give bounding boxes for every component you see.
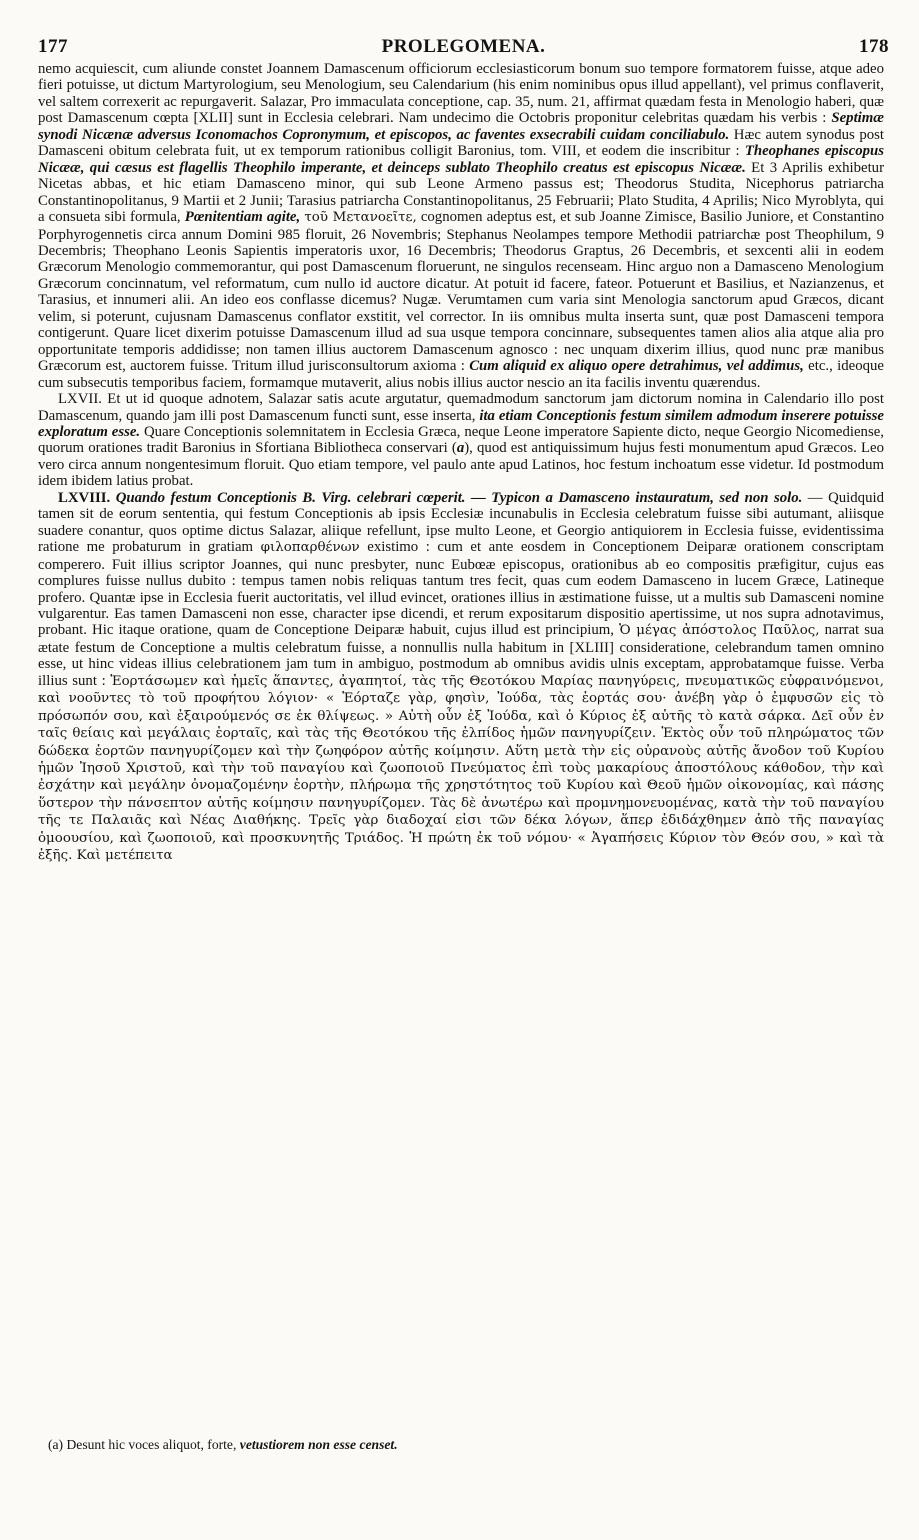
greek-quotation: Ἑορτάσωμεν καὶ ἡμεῖς ἅπαντες, ἀγαπητοί, τὰς τῆς Θεοτόκου Μαρίας πανηγύρεις, πνευματικῶς εὐφραινόμενοι, καὶ νοοῦντες τὸ τοῦ προφήτου λόγιον· « Ἑόρταζε γὰρ, φησὶν, Ἰούδα, τὰς ἑορτάς σου· ἀνέβη γὰρ ὁ ἐμφυσῶν εἰς τὸ πρόσωπόν σου, καὶ ἐξαιρούμενός σε ἐκ θλίψεως. » Αὐτὴ οὖν ἐξ Ἰούδα, καὶ ὁ Κύριος ἐξ αὐτῆς τὸ κατὰ σάρκα. Δεῖ οὖν ἐν ταῖς θείαις καὶ μεγάλαις ἑορταῖς, καὶ τὰς τῆς Θεοτόκου τῆς ἐλπίδος ἡμῶν πανηγυρίζειν. Ἐκτὸς οὖν τοῦ πληρώματος τῶν δώδεκα ἑορτῶν πανηγυρίζομεν καὶ τὴν ζωηφόρον αὐτῆς κοίμησιν. Αὕτη μετὰ τὴν εἰς οὐρανοὺς αὐτῆς ἄνοδον τοῦ Κυρίου ἡμῶν Ἰησοῦ Χριστοῦ, καὶ τὴν τοῦ παναγίου καὶ ζωοποιοῦ Πνεύματος ἐπὶ τοὺς μακαρίους ἀποστόλους κάθοδον, τὴν καὶ ἐσχάτην καὶ μεγάλην ὀνομαζομένην ἑορτὴν, πλήρωμα τῆς χρηστότητος τοῦ Κυρίου καὶ Θεοῦ ἡμῶν οἰκονομίας, καὶ πάσης ὕστερον τὴν πάνσεπτον αὐτῆς κοίμησιν πανηγυρίζομεν. Τὰς δὲ ἀνωτέρω καὶ προμνημονευομένας, κατὰ τὴν τοῦ παναγίου τῆς τε Παλαιᾶς καὶ Νέας Διαθήκης. Τρεῖς γὰρ διαδοχαί εἰσι τῶν δέκα λόγων, ἅπερ ἐδιδάχθημεν ἀπὸ τῆς παναγίας ὁμοουσίου, καὶ ζωοποιοῦ, καὶ προσκυνητῆς Τριάδος. Ἡ πρώτη ἐκ τοῦ νόμου· « Ἀγαπήσεις Κύριον τὸν Θεόν σου, » καὶ τὰ ἑξῆς. Καὶ μετέπειτα [38,673,884,864]
footnote-mark: (a) [48,1437,64,1452]
running-title: PROLEGOMENA. [381,36,546,57]
section-heading: Quando festum Conceptionis B. Virg. celebrari cœperit. — Typicon a Damasceno instauratum, sed non solo. [115,489,803,506]
body-text [38,61,884,865]
italic-quotation: ita etiam Conceptionis festum similem admodum inserere potuisse exploratum esse. [38,407,884,440]
greek-text: Ὁ μέγας ἀπόστολος Παῦλος, [619,623,820,639]
footnote-ref: a [456,440,465,457]
greek-text: φιλοπαρθένων [260,540,360,556]
running-head [38,36,889,62]
footnote-rule [38,1431,78,1432]
italic-quotation: Cum aliquid ex aliquo opere detrahimus, vel addimus, [469,358,804,375]
italic-quotation: Pœnitentiam agite, [184,209,301,226]
footnote: (a) Desunt hic voces aliquot, forte, vetustiorem non esse censet. [48,1437,398,1452]
section-number: LXVIII. [58,489,116,506]
italic-quotation: Theophanes episcopus Nicææ, qui cæsus est flagellis Theophilo imperante, et deinceps sublato Theophilo creatus est episcopus Nicææ. [38,143,885,176]
paragraph-lxvii: LXVII. Et ut id quoque adnotem, Salazar satis acute argutatur, quemadmodum sanctorum jam dictorum nomina in Calendario illo post Damascenum, quando jam illi post Damascenum functi sunt, esse inserta, ita etiam Conceptionis festum similem admodum inserere potuisse exploratum esse. Quare Conceptionis solemnitatem in Ecclesia Græca, neque Leone imperatore Sapiente dicto, neque Georgio Nicomediense, quorum orationes tradit Baronius in Sfortiana Bibliotheca conservari (a), quod est antiquissimum hujus festi monumentum apud Græcos. Leo vero circa annum nongentesimum floruit. Quo etiam tempore, vel paulo ante apud Latinos, hoc festum inchoatum esse videtur. Id postmodum idem ibidem latius probat. [38,391,884,490]
greek-text: τοῦ Μετανοεῖτε, [304,210,417,226]
page-number-right: 178 [859,36,889,57]
paragraph-lxviii: LXVIII. Quando festum Conceptionis B. Virg. celebrari cœperit. — Typicon a Damasceno instauratum, sed non solo. — Quidquid tamen sit de eorum sententia, qui festum Conceptionis ab ipsis Ecclesiæ incunabulis in Ecclesia celebratum fuisse sibi autumant, aliisque suadere conantur, quos optime dictus Salazar, aliique refellunt, ipse multo Leone, et Georgio antiquiorem in Ecclesia fuisse, evidentissima ratione me probaturum in gratiam φιλοπαρθένων existimo : cum et ante eosdem in Conceptionem Deiparæ orationem conscriptam comperero. Fuit illius scriptor Joannes, qui nunc presbyter, nunc Eubœæ episcopus, orationibus ab eo compositis præfigitur, cujus eas complures fuisse nullus dubito : tempus tamen nobis reliquas tantum tres fecit, quas cum eodem Damasceno in lucem Græce, Latineque profero. Quantæ ipse in Ecclesia fuerit auctoritatis, vel illud evincet, orationes illius in æstimatione fuisse, ut a multis sub Damasceni nomine vulgarentur. Eas tamen Damasceni non esse, character ipse dicendi, et rerum expositarum dispositio apertissime, ut nos supra adnotavimus, probant. Hic itaque oratione, quam de Conceptione Deiparæ habuit, cujus illud est principium, Ὁ μέγας ἀπόστολος Παῦλος, narrat sua ætate festum de Conceptione a multis celebratum fuisse, a nonnullis nulla habitum in [XLIII] consideratione, celebrandum tamen omnino esse, ut hinc videas illius celebrationem jam tum in ambiguo, postmodum ab omnibus avidis ulnis exceptam, approbatamque fuisse. Verba illius sunt : Ἑορτάσωμεν καὶ ἡμεῖς ἅπαντες, ἀγαπητοί, τὰς τῆς Θεοτόκου Μαρίας πανηγύρεις, πνευματικῶς εὐφραινόμενοι, καὶ νοοῦντες τὸ τοῦ προφήτου λόγιον· « Ἑόρταζε γὰρ, φησὶν, Ἰούδα, τὰς ἑορτάς σου· ἀνέβη γὰρ ὁ ἐμφυσῶν εἰς τὸ πρόσωπόν σου, καὶ ἐξαιρούμενός σε ἐκ θλίψεως. » Αὐτὴ οὖν ἐξ Ἰούδα, καὶ ὁ Κύριος ἐξ αὐτῆς τὸ κατὰ σάρκα. Δεῖ οὖν ἐν ταῖς θείαις καὶ μεγάλαις ἑορταῖς, καὶ τὰς τῆς Θεοτόκου τῆς ἐλπίδος ἡμῶν πανηγυρίζειν. Ἐκτὸς οὖν τοῦ πληρώματος τῶν δώδεκα ἑορτῶν πανηγυρίζομεν καὶ τὴν ζωηφόρον αὐτῆς κοίμησιν. Αὕτη μετὰ τὴν εἰς οὐρανοὺς αὐτῆς ἄνοδον τοῦ Κυρίου ἡμῶν Ἰησοῦ Χριστοῦ, καὶ τὴν τοῦ παναγίου καὶ ζωοποιοῦ Πνεύματος ἐπὶ τοὺς μακαρίους ἀποστόλους κάθοδον, τὴν καὶ ἐσχάτην καὶ μεγάλην ὀνομαζομένην ἑορτὴν, πλήρωμα τῆς χρηστότητος τοῦ Κυρίου καὶ Θεοῦ ἡμῶν οἰκονομίας, καὶ πάσης ὕστερον τὴν πάνσεπτον αὐτῆς κοίμησιν πανηγυρίζομεν. Τὰς δὲ ἀνωτέρω καὶ προμνημονευομένας, κατὰ τὴν τοῦ παναγίου τῆς τε Παλαιᾶς καὶ Νέας Διαθήκης. Τρεῖς γὰρ διαδοχαί εἰσι τῶν δέκα λόγων, ἅπερ ἐδιδάχθημεν ἀπὸ τῆς παναγίας ὁμοουσίου, καὶ ζωοποιοῦ, καὶ προσκυνητῆς Τριάδος. Ἡ πρώτη ἐκ τοῦ νόμου· « Ἀγαπήσεις Κύριον τὸν Θεόν σου, » καὶ τὰ ἑξῆς. Καὶ μετέπειτα [38,489,884,864]
italic-quotation: Septimæ synodi Nicænæ adversus Iconomachos Copronymum, et episcopos, ac faventes exsecrabili cuidam conciliabulo. [38,110,884,143]
page-number-left: 177 [38,36,68,57]
paragraph-continuation: nemo acquiescit, cum aliunde constet Joannem Damascenum officiorum ecclesiasticorum bonum suo tempore formatorem fuisse, atque adeo fieri potuisse, ut dictum Martyrologium, seu Menologium, seu Calendarium (his enim nominibus opus illud appellant), vel primus conflaverit, vel saltem correxerit ac repurgaverit. Salazar, Pro immaculata conceptione, cap. 35, num. 21, affirmat quædam festa in Menologio haberi, quæ post Damascenum cœpta [XLII] sunt in Ecclesia celebrari. Nam undecimo die Octobris proponitur celebritas quædam his verbis : Septimæ synodi Nicænæ adversus Iconomachos Copronymum, et episcopos, ac faventes exsecrabili cuidam conciliabulo. Hæc autem synodus post Damasceni obitum celebrata fuit, ut ex temporum rationibus colligit Baronius, tom. VIII, et eodem die inscribitur : Theophanes episcopus Nicææ, qui cæsus est flagellis Theophilo imperante, et deinceps sublato Theophilo creatus est episcopus Nicææ. Et 3 Aprilis exhibetur Nicetas abbas, et hic etiam Damasceno minor, qui sub Leone Armeno passus est; Theodorus Studita, Nicephorus patriarcha Constantinopolitanus, 9 Martii et 2 Junii; Tarasius patriarcha Constantinopolitanus, 25 Februarii; Plato Studita, 4 Aprilis; Nico Myroblyta, qui a consueta sibi formula, Pœnitentiam agite, τοῦ Μετανοεῖτε, cognomen adeptus est, et sub Joanne Zimisce, Basilio Juniore, et Constantino Porphyrogennetis circa annum Domini 985 floruit, 26 Novembris; Stephanus Neolampes tempore Methodii patriarchæ post Theophilum, 9 Decembris; Theophano Leonis Sapientis imperatoris uxor, 16 Decembris; Theodorus Graptus, 26 Decembris, et sexcenti alii in eodem Græcorum Menologio commemorantur, qui post Damascenum floruerunt, ne singulos recenseam. Hinc arguo non a Damasceno Menologium Græcorum concinnatum, vel reformatum, cum nullo id auctore dicatur. At potuit id facere, fateor. Potuerunt et Basilius, et Nazianzenus, et Tarasius, et innumeri alii. An ideo eos conflasse dicemus? Nugæ. Verumtamen cum varia sint Menologia sanctorum apud Græcos, dicant velim, si poterunt, cujusnam Damascenus conflator exstitit, vel corrector. In iis omnibus multa inserta sunt, quæ post Damasceni tempora contigerunt. Quare licet dixerim potuisse Damascenum illud ad sua usque tempora concinnare, subsequentes tamen alios alia atque alia pro opportunitate temporis addidisse; non tamen illius auctorem Damascenum agnosco : nec unquam dixerim illius, quod nunc præ manibus Græcorum est, auctorem fuisse. Tritum illud jurisconsultorum axioma : Cum aliquid ex aliquo opere detrahimus, vel addimus, etc., ideoque cum subsecutis temporibus faciem, formamque mutaverit, alius nobis illius auctor nescio an ita facilis inventu quærendus. [38,61,885,391]
